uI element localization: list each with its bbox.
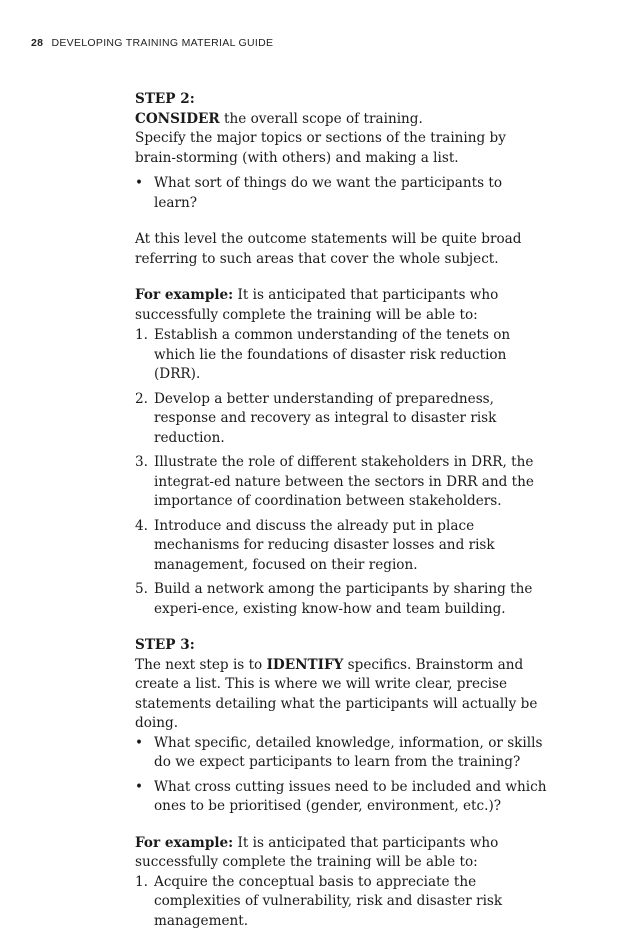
- list-item: [135, 873, 547, 932]
- bullet-text: What sort of things do we want the participants to learn?: [154, 175, 503, 211]
- page-body: [135, 90, 547, 931]
- item-text: Build a network among the participants by sharing the experi-ence, existing know-how and team building.: [154, 581, 533, 617]
- item-number: 2.: [135, 390, 148, 407]
- step2-example-intro: [135, 286, 547, 325]
- item-number: 5.: [135, 581, 148, 597]
- step3-title: STEP 3:: [135, 637, 195, 653]
- example-text: It is anticipated that participants who successfully complete the training will be able to:: [135, 287, 499, 323]
- item-number: 4.: [135, 517, 148, 534]
- list-item: [135, 174, 547, 213]
- item-number: 3.: [135, 454, 148, 470]
- list-item: [135, 778, 547, 817]
- list-item: [135, 390, 547, 449]
- item-number: 1.: [135, 327, 148, 343]
- step2-paragraph: Specify the major topics or sections of the training by brain-storming (with others) and making a list.: [135, 130, 506, 166]
- item-text: Develop a better understanding of preparedness, response and recovery as integral to disaster risk reduction.: [154, 390, 497, 446]
- bullet-text: What cross cutting issues need to be included and which ones to be prioritised (gender, environment, etc.)?: [154, 778, 547, 814]
- item-text: Illustrate the role of different stakeholders in DRR, the integrat-ed nature between the sectors in DRR and the importance of coordination between stakeholders.: [154, 454, 534, 509]
- running-title: DEVELOPING TRAINING MATERIAL GUIDE: [51, 37, 274, 49]
- item-text: Establish a common understanding of the tenets on which lie the foundations of disaster risk reduction (DRR).: [154, 327, 511, 382]
- list-item: [135, 734, 547, 773]
- example-label: For example:: [135, 834, 234, 851]
- bullet-marker: •: [135, 175, 144, 191]
- list-item: [135, 580, 547, 619]
- step2-lead-keyword: CONSIDER: [135, 110, 220, 127]
- example-label: For example:: [135, 287, 234, 303]
- item-text: Acquire the conceptual basis to appreciate the complexities of vulnerability, risk and disaster risk management.: [154, 873, 503, 929]
- step2-title: STEP 2:: [135, 91, 195, 107]
- step2-paragraph-2: At this level the outcome statements will be quite broad referring to such areas that cover the whole subject.: [135, 231, 522, 267]
- bullet-text: What specific, detailed knowledge, information, or skills do we expect participants to learn from the training?: [154, 734, 543, 770]
- step2-lead: [135, 110, 547, 130]
- list-item: [135, 453, 547, 512]
- page-number: 28: [31, 37, 44, 49]
- example-text: It is anticipated that participants who successfully complete the training will be able to:: [135, 834, 499, 870]
- running-head: [31, 37, 273, 49]
- item-text: Introduce and discuss the already put in place mechanisms for reducing disaster losses and risk management, focused on their region.: [154, 517, 495, 573]
- item-number: 1.: [135, 873, 148, 890]
- step3-lead-keyword: IDENTIFY: [266, 656, 344, 673]
- step3-example-intro: [135, 834, 547, 873]
- list-item: [135, 517, 547, 576]
- step3-lead-text: specifics. Brainstorm and create a list. This is where we will write clear, precise statements detailing what the participants will actually be doing.: [135, 656, 538, 731]
- step3-lead: [135, 656, 547, 734]
- step2-lead-text: the overall scope of training.: [219, 110, 423, 127]
- bullet-marker: •: [135, 778, 144, 795]
- step3-lead-pre: The next step is to: [135, 656, 267, 673]
- bullet-marker: •: [135, 734, 144, 751]
- list-item: [135, 326, 547, 385]
